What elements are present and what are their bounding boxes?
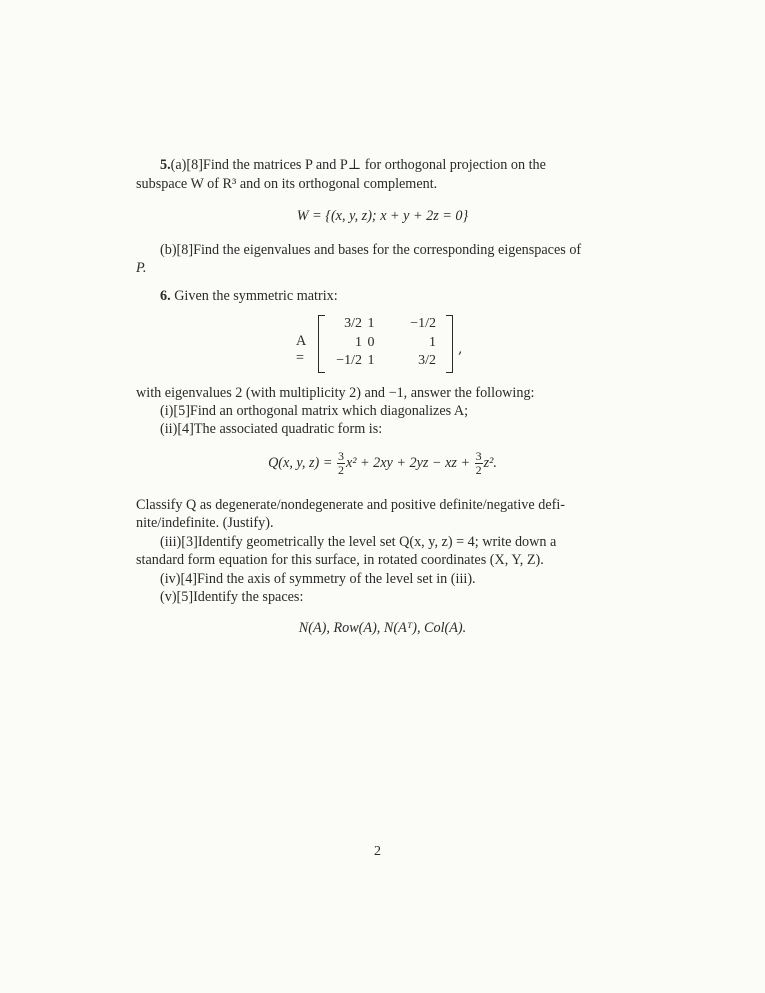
equation-w: W = {(x, y, z); x + y + 2z = 0} (296, 208, 469, 224)
problem-6-number: 6. (160, 288, 171, 304)
fraction-denominator: 2 (475, 463, 482, 477)
matrix-cell: 3/2 (344, 316, 362, 331)
eigenvalues-line: with eigenvalues 2 (with multiplicity 2) and −1, answer the following: (136, 385, 535, 401)
matrix-cell: 1 (367, 316, 375, 331)
problem-6-line (160, 287, 338, 305)
left-bracket (318, 315, 325, 373)
problem-5b-line-2: P. (136, 260, 147, 276)
spaces-list: N(A), Row(A), N(Aᵀ), Col(A). (298, 620, 467, 636)
classify-line-1: Classify Q as degenerate/nondegenerate and positive definite/negative defi- (136, 497, 566, 513)
matrix-comma: , (458, 341, 463, 357)
part-iii-line-1: (iii)[3]Identify geometrically the level set Q(x, y, z) = 4; write down a (160, 534, 557, 550)
page-number: 2 (374, 844, 381, 859)
matrix-cell: 3/2 (418, 353, 436, 368)
q-middle: x² + 2xy + 2yz − xz + (345, 454, 471, 471)
fraction-denominator: 2 (337, 463, 344, 477)
classify-line-2: nite/indefinite. (Justify). (136, 515, 274, 531)
part-i: (i)[5]Find an orthogonal matrix which diagonalizes A; (160, 403, 469, 419)
matrix-label: A = (296, 333, 306, 366)
fraction (337, 450, 345, 477)
problem-5b-line-1: (b)[8]Find the eigenvalues and bases for the corresponding eigenspaces of (160, 242, 582, 258)
right-bracket (446, 315, 453, 373)
problem-6-intro: Given the symmetric matrix: (174, 288, 338, 304)
matrix-cell: −1/2 (336, 353, 362, 368)
part-iv: (iv)[4]Find the axis of symmetry of the level set in (iii). (160, 571, 476, 587)
q-lhs: Q(x, y, z) = (268, 454, 333, 471)
fraction-numerator: 3 (337, 449, 344, 463)
fraction-numerator: 3 (475, 449, 482, 463)
part-v: (v)[5]Identify the spaces: (160, 589, 304, 605)
problem-5-line-2: subspace W of R³ and on its orthogonal complement. (136, 176, 438, 192)
problem-5-line-1 (160, 156, 546, 174)
quadratic-form (0, 450, 765, 477)
matrix-cell: −1/2 (410, 316, 436, 331)
matrix-grid (326, 315, 444, 371)
matrix-cell: 1 (355, 334, 362, 350)
problem-5a-text: (a)[8]Find the matrices P and P⊥ for orthogonal projection on the (170, 157, 546, 173)
matrix-cell: 1 (367, 353, 375, 368)
matrix-cell: 1 (429, 334, 436, 350)
part-iii-line-2: standard form equation for this surface, in rotated coordinates (X, Y, Z). (136, 552, 544, 568)
part-ii: (ii)[4]The associated quadratic form is: (160, 421, 383, 437)
matrix-cell: 0 (367, 334, 375, 350)
q-end: z². (483, 454, 497, 471)
fraction (475, 450, 483, 477)
problem-5-number: 5. (160, 157, 171, 173)
